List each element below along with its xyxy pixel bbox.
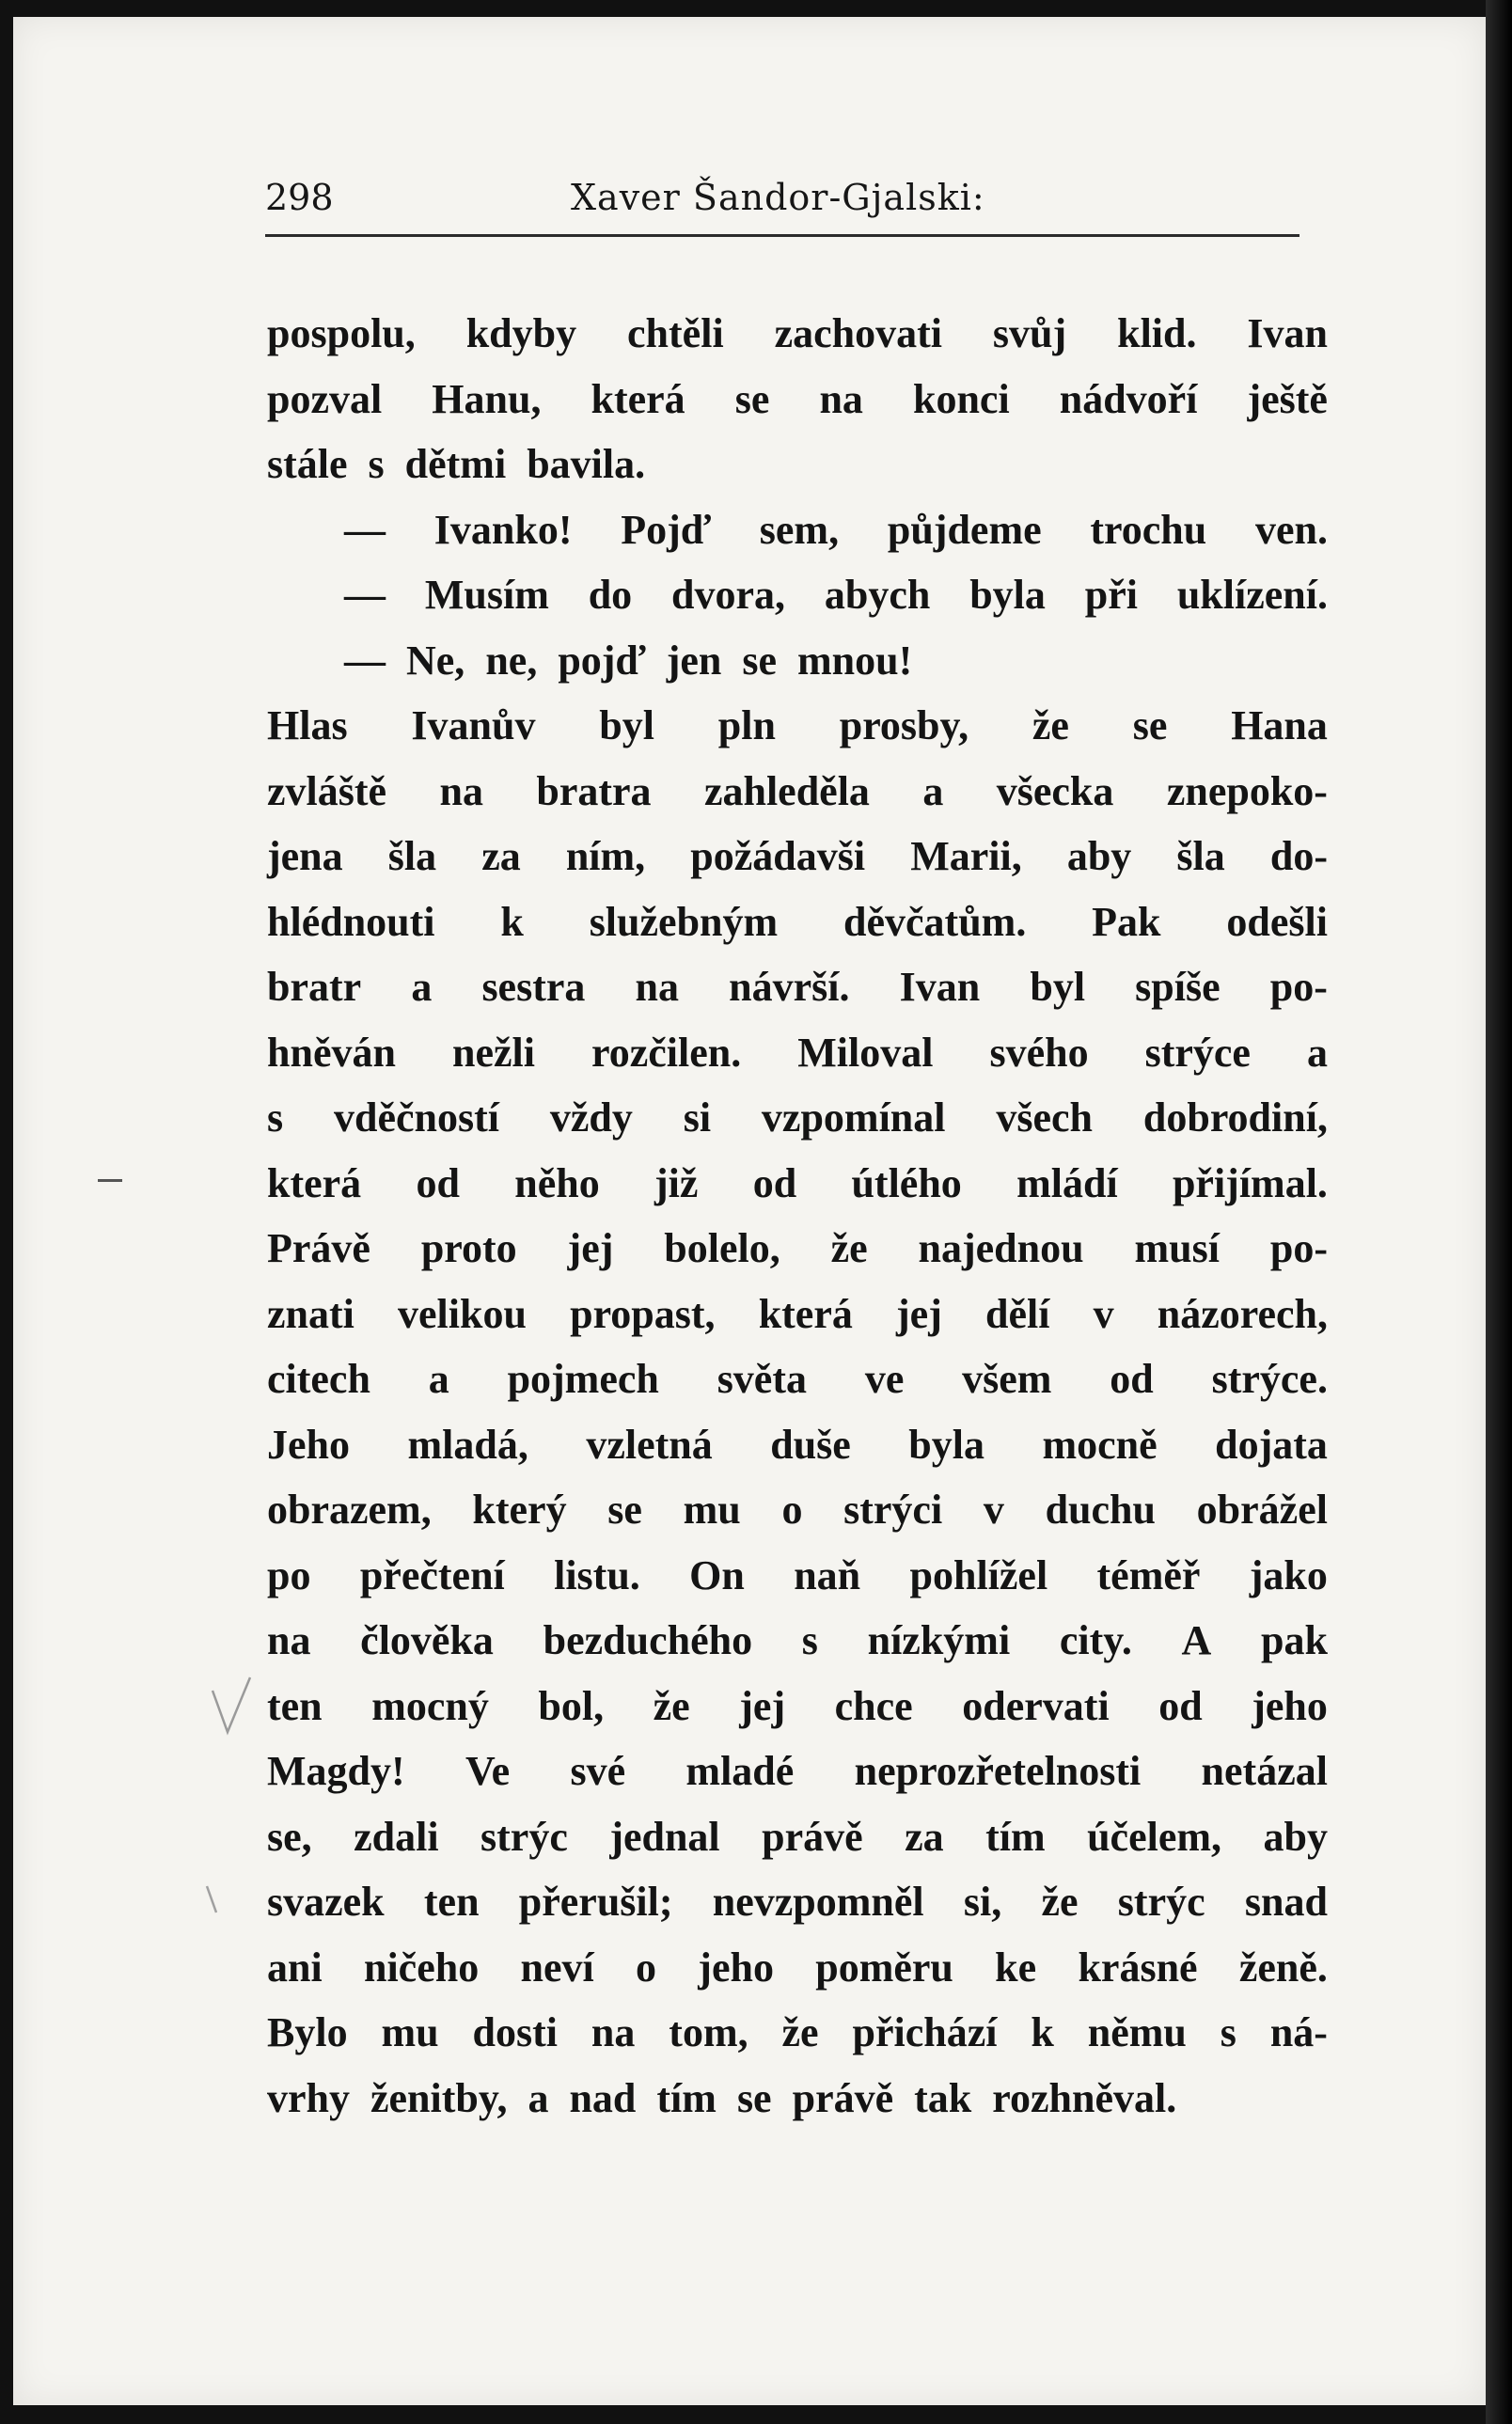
text-line: — Ne, ne, pojď jen se mnou! — [344, 637, 913, 684]
pencil-check-mark — [209, 1674, 256, 1739]
body-text — [267, 301, 1328, 2131]
text-line: po přečtení listu. On naň pohlížel téměř jako — [267, 1551, 1328, 1598]
header-rule — [265, 234, 1299, 237]
text-line: Magdy! Ve své mladé neprozřetelnosti netázal — [267, 1748, 1328, 1794]
text-line: svazek ten přerušil; nevzpomněl si, že strýc snad — [267, 1879, 1328, 1925]
text-line: pozval Hanu, která se na konci nádvoří ještě — [267, 375, 1328, 422]
text-line: stále s dětmi bavila. — [267, 441, 646, 487]
text-line: zvláště na bratra zahleděla a všecka znepoko- — [267, 767, 1328, 814]
text-line: Hlas Ivanův byl pln prosby, že se Hana — [267, 702, 1328, 748]
text-line: bratr a sestra na návrší. Ivan byl spíše po- — [267, 964, 1328, 1010]
text-line: Jeho mladá, vzletná duše byla mocně dojata — [267, 1421, 1328, 1468]
text-line: ani ničeho neví o jeho poměru ke krásné ženě. — [267, 1944, 1328, 1991]
text-line: která od něho již od útlého mládí přijímal. — [267, 1159, 1328, 1206]
text-line: citech a pojmech světa ve všem od strýce. — [267, 1356, 1328, 1402]
text-line: obrazem, který se mu o strýci v duchu obrážel — [267, 1487, 1328, 1533]
text-line: hlédnouti k služebným děvčatům. Pak odešli — [267, 898, 1328, 945]
pencil-check-mark — [203, 1881, 231, 1918]
page-header — [265, 167, 1299, 233]
text-line: — Musím do dvora, abych byla při uklízení. — [344, 572, 1328, 618]
page-number: 298 — [265, 177, 334, 218]
text-line: Bylo mu dosti na tom, že přichází k němu s ná- — [267, 2009, 1328, 2055]
book-edge — [1486, 0, 1512, 2424]
text-line: hněván nežli rozčilen. Miloval svého strýce a — [267, 1029, 1328, 1076]
text-line: znati velikou propast, která jej dělí v názorech, — [267, 1290, 1328, 1337]
text-line: ten mocný bol, že jej chce odervati od jeho — [267, 1682, 1328, 1729]
text-line: jena šla za ním, požádavši Marii, aby šla do- — [267, 833, 1328, 879]
text-line: na člověka bezduchého s nízkými city. A pak — [267, 1617, 1328, 1663]
text-line: — Ivanko! Pojď sem, půjdeme trochu ven. — [344, 506, 1328, 553]
running-title: Xaver Šandor-Gjalski: — [571, 177, 985, 218]
text-line: s vděčností vždy si vzpomínal všech dobrodiní, — [267, 1094, 1328, 1141]
text-line: vrhy ženitby, a nad tím se právě tak rozhněval. — [267, 2074, 1177, 2121]
text-line: se, zdali strýc jednal právě za tím účelem, aby — [267, 1813, 1328, 1860]
margin-mark — [98, 1179, 122, 1182]
text-line: Právě proto jej bolelo, že najednou musí po- — [267, 1225, 1328, 1271]
text-line: pospolu, kdyby chtěli zachovati svůj klid. Ivan — [267, 310, 1328, 356]
